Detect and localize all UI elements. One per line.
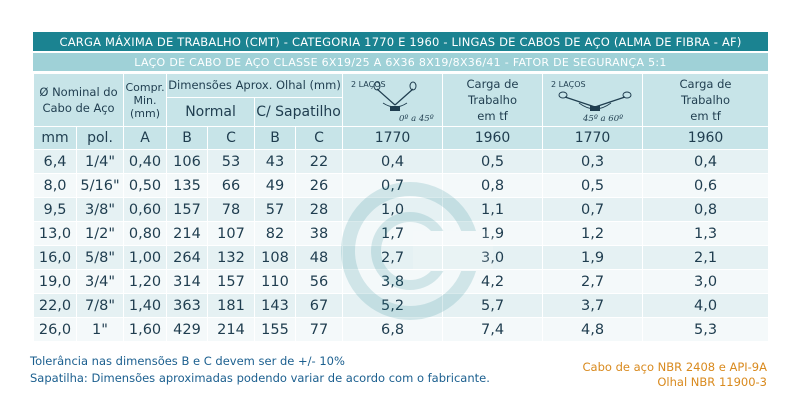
table-cell: 3,8	[343, 270, 443, 294]
table-row	[34, 222, 769, 246]
table-row	[34, 174, 769, 198]
unit-b-sapatilho: B	[255, 127, 296, 150]
table-cell: 214	[208, 318, 255, 342]
standard-olhal: Olhal NBR 11900-3	[657, 375, 767, 389]
table-cell: 5,3	[643, 318, 769, 342]
header-comprimento-line2: Min.	[133, 93, 157, 107]
table-cell: 3,0	[643, 270, 769, 294]
table-cell: 135	[167, 174, 208, 198]
table-cell: 106	[167, 150, 208, 174]
table-cell: 0,4	[343, 150, 443, 174]
table-cell: 314	[167, 270, 208, 294]
unit-1960-b: 1960	[643, 127, 769, 150]
table-cell: 22,0	[34, 294, 77, 318]
table-row	[34, 270, 769, 294]
table-cell: 82	[255, 222, 296, 246]
table-cell: 22	[296, 150, 343, 174]
table-cell: 110	[255, 270, 296, 294]
table-cell: 4,8	[543, 318, 643, 342]
table-cell: 6,4	[34, 150, 77, 174]
table-cell: 16,0	[34, 246, 77, 270]
table-cell: 0,5	[543, 174, 643, 198]
table-cell: 0,8	[443, 174, 543, 198]
table-cell: 1"	[77, 318, 124, 342]
table-subtitle: LAÇO DE CABO DE AÇO CLASSE 6X19/25 A 6X36 8X19/8X36/41 - FATOR DE SEGURANÇA 5:1	[33, 53, 768, 73]
diagram2-angle-label: 45º a 60º	[583, 114, 624, 124]
table-cell: 26	[296, 174, 343, 198]
table-cell: 1/2"	[77, 222, 124, 246]
table-cell: 108	[255, 246, 296, 270]
table-cell: 0,40	[124, 150, 167, 174]
table-cell: 38	[296, 222, 343, 246]
table-cell: 181	[208, 294, 255, 318]
table-cell: 78	[208, 198, 255, 222]
table-cell: 264	[167, 246, 208, 270]
table-cell: 7,4	[443, 318, 543, 342]
table-cell: 57	[255, 198, 296, 222]
table-cell: 157	[167, 198, 208, 222]
table-cell: 5,2	[343, 294, 443, 318]
unit-1770-a: 1770	[343, 127, 443, 150]
table-cell: 13,0	[34, 222, 77, 246]
table-cell: 0,80	[124, 222, 167, 246]
table-cell: 28	[296, 198, 343, 222]
table-cell: 5/8"	[77, 246, 124, 270]
table-cell: 3/8"	[77, 198, 124, 222]
table-cell: 1,2	[543, 222, 643, 246]
table-cell: 5,7	[443, 294, 543, 318]
header-diagram-0-45	[343, 74, 443, 127]
diagram1-lacos-label: 2 LAÇOS	[351, 80, 386, 89]
diagram1-angle-label: 0º a 45º	[399, 114, 434, 124]
table-cell: 2,7	[543, 270, 643, 294]
table-row	[34, 246, 769, 270]
table-row	[34, 198, 769, 222]
table-cell: 3,0	[443, 246, 543, 270]
header-carga-1-line1: Carga de	[466, 77, 519, 91]
unit-c-sapatilho: C	[296, 127, 343, 150]
table-cell: 6,8	[343, 318, 443, 342]
footer-standards	[583, 360, 767, 390]
table-row	[34, 294, 769, 318]
table-cell: 0,7	[543, 198, 643, 222]
header-diagram-45-60	[543, 74, 643, 127]
table-cell: 0,8	[643, 198, 769, 222]
table-cell: 48	[296, 246, 343, 270]
diagram2-lacos-label: 2 LAÇOS	[551, 80, 586, 89]
header-carga-2-line1: Carga de	[679, 77, 732, 91]
table-cell: 66	[208, 174, 255, 198]
table-cell: 8,0	[34, 174, 77, 198]
table-cell: 1,9	[443, 222, 543, 246]
table-cell: 155	[255, 318, 296, 342]
header-carga-2-line2: Trabalho	[681, 93, 730, 107]
table-cell: 0,6	[643, 174, 769, 198]
table-cell: 0,50	[124, 174, 167, 198]
table-cell: 1/4"	[77, 150, 124, 174]
table-cell: 0,4	[643, 150, 769, 174]
unit-b-normal: B	[167, 127, 208, 150]
unit-1960-a: 1960	[443, 127, 543, 150]
header-diametro-line2: Cabo de Aço	[42, 101, 115, 115]
table-cell: 2,7	[343, 246, 443, 270]
header-carga-1-line2: Trabalho	[468, 93, 517, 107]
table-cell: 77	[296, 318, 343, 342]
table-cell: 1,40	[124, 294, 167, 318]
table-cell: 157	[208, 270, 255, 294]
table-cell: 1,1	[443, 198, 543, 222]
table-cell: 43	[255, 150, 296, 174]
table-cell: 26,0	[34, 318, 77, 342]
table-row	[34, 150, 769, 174]
unit-mm: mm	[34, 127, 77, 150]
header-carga-1	[443, 74, 543, 127]
header-dimensoes: Dimensões Aprox. Olhal (mm)	[167, 74, 343, 98]
table-cell: 143	[255, 294, 296, 318]
table-cell: 1,20	[124, 270, 167, 294]
table-body	[34, 150, 769, 342]
table-cell: 0,5	[443, 150, 543, 174]
header-comprimento	[124, 74, 167, 127]
table-cell: 1,3	[643, 222, 769, 246]
table-cell: 0,7	[343, 174, 443, 198]
table-cell: 56	[296, 270, 343, 294]
table-cell: 19,0	[34, 270, 77, 294]
standard-cabo: Cabo de aço NBR 2408 e API-9A	[582, 360, 767, 374]
header-carga-1-line3: em tf	[477, 109, 508, 123]
header-diametro-line1: Ø Nominal do	[39, 85, 118, 99]
table-cell: 0,60	[124, 198, 167, 222]
table-cell: 53	[208, 150, 255, 174]
header-sapatilho: C/ Sapatilho	[255, 97, 343, 126]
load-table	[33, 73, 769, 342]
unit-1770-b: 1770	[543, 127, 643, 150]
header-comprimento-line3: (mm)	[130, 106, 161, 120]
table-title: CARGA MÁXIMA DE TRABALHO (CMT) - CATEGORIA 1770 E 1960 - LINGAS DE CABOS DE AÇO (ALMA DE FIBRA - AF)	[33, 32, 768, 53]
table-cell: 7/8"	[77, 294, 124, 318]
tolerance-note: Tolerância nas dimensões B e C devem ser de +/- 10%	[30, 354, 345, 368]
header-carga-2-line3: em tf	[690, 109, 721, 123]
load-table-panel	[33, 32, 768, 342]
sling-diagram-45-60-icon	[543, 75, 643, 125]
table-cell: 429	[167, 318, 208, 342]
table-cell: 3,7	[543, 294, 643, 318]
unit-c-normal: C	[208, 127, 255, 150]
table-cell: 49	[255, 174, 296, 198]
table-cell: 4,0	[643, 294, 769, 318]
table-cell: 2,1	[643, 246, 769, 270]
table-row	[34, 318, 769, 342]
header-normal: Normal	[167, 97, 255, 126]
table-cell: 67	[296, 294, 343, 318]
table-cell: 107	[208, 222, 255, 246]
table-cell: 1,0	[343, 198, 443, 222]
table-cell: 132	[208, 246, 255, 270]
header-comprimento-line1: Compr.	[125, 80, 165, 94]
unit-pol: pol.	[77, 127, 124, 150]
table-cell: 1,9	[543, 246, 643, 270]
header-diametro	[34, 74, 124, 127]
table-cell: 363	[167, 294, 208, 318]
table-cell: 5/16"	[77, 174, 124, 198]
table-cell: 9,5	[34, 198, 77, 222]
header-carga-2	[643, 74, 769, 127]
table-cell: 214	[167, 222, 208, 246]
table-cell: 1,00	[124, 246, 167, 270]
footer-notes	[30, 353, 490, 387]
table-cell: 3/4"	[77, 270, 124, 294]
table-cell: 4,2	[443, 270, 543, 294]
table-cell: 0,3	[543, 150, 643, 174]
unit-a: A	[124, 127, 167, 150]
sling-diagram-0-45-icon	[343, 75, 443, 125]
table-cell: 1,7	[343, 222, 443, 246]
table-cell: 1,60	[124, 318, 167, 342]
sapatilha-note: Sapatilha: Dimensões aproximadas podendo variar de acordo com o fabricante.	[30, 371, 490, 385]
